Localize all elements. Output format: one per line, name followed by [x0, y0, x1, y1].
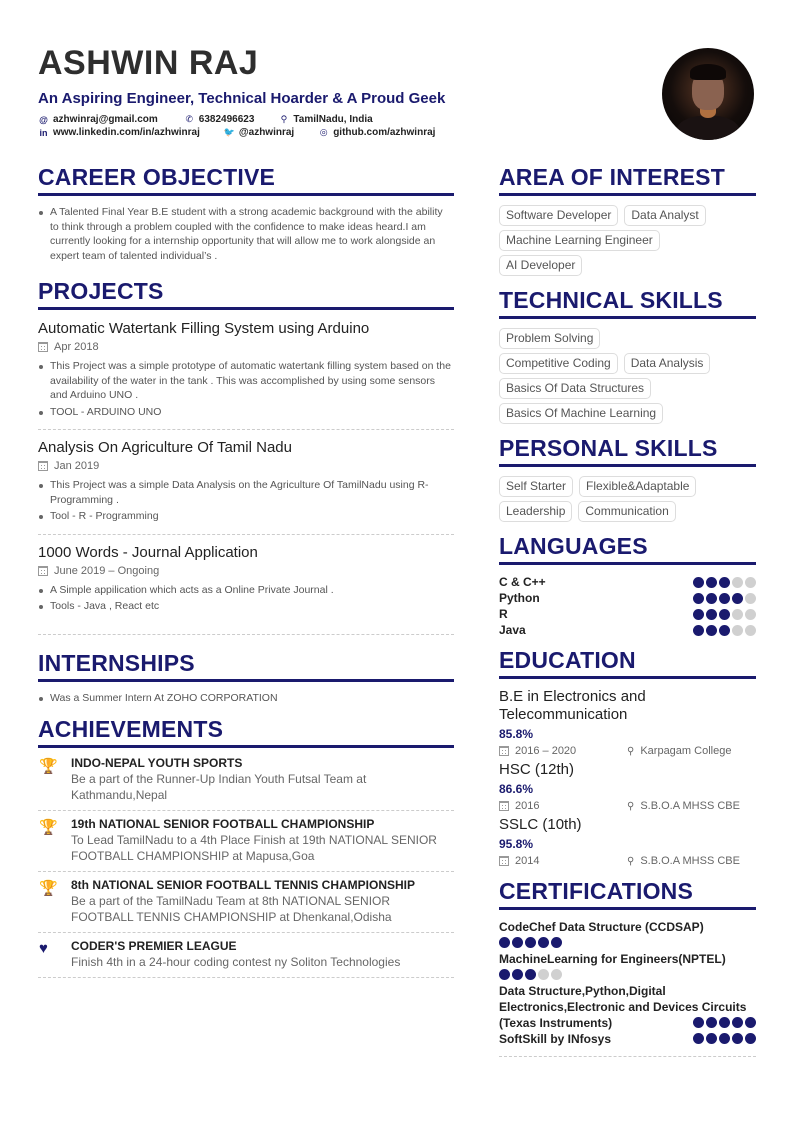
tagline: An Aspiring Engineer, Technical Hoarder & A Proud Geek [38, 90, 446, 107]
achievement-title: INDO-NEPAL YOUTH SPORTS [71, 756, 243, 770]
section-divider [38, 745, 454, 748]
section-divider [499, 193, 756, 196]
twitter-icon: 🐦 [223, 127, 236, 137]
project-entry [38, 534, 454, 624]
bullet-item: Tools - Java , React etc [38, 599, 454, 614]
degree-title: SSLC (10th) [499, 816, 582, 833]
rating-dot-filled [693, 625, 704, 636]
certification-entry [499, 919, 756, 951]
section-title: LANGUAGES [499, 533, 648, 559]
rating-dot-filled [719, 577, 730, 588]
rating-dot-filled [512, 969, 523, 980]
education-meta [499, 800, 756, 812]
rating-dots [693, 625, 756, 636]
rating-dot-filled [745, 1033, 756, 1044]
project-title: Automatic Watertank Filling System using Arduino [38, 320, 370, 337]
skill-tag: Data Analysis [624, 353, 711, 374]
location-pin-icon: ⚲ [280, 114, 288, 124]
calendar-icon [38, 461, 48, 471]
section-title: CAREER OBJECTIVE [38, 164, 276, 190]
section-title: EDUCATION [499, 647, 636, 673]
rating-dot-filled [538, 937, 549, 948]
rating-dots [693, 577, 756, 588]
section-divider [38, 307, 454, 310]
resume-header [38, 44, 638, 139]
bullet-item: This Project was a simple Data Analysis on the Agriculture Of TamilNadu using R-Programming . [38, 478, 454, 507]
skill-tag: Competitive Coding [499, 353, 618, 374]
rating-dot-filled [719, 593, 730, 604]
education-entry [499, 688, 756, 757]
section-divider [499, 676, 756, 679]
phone-icon: ✆ [185, 114, 194, 124]
contact-info [38, 113, 638, 139]
grade-percentage: 95.8% [499, 837, 534, 851]
date-text: 2014 [515, 855, 540, 867]
achievement-body [71, 756, 454, 803]
section-divider [499, 907, 756, 910]
education-date [499, 800, 627, 812]
rating-dots [499, 937, 562, 948]
objective-list [38, 205, 454, 263]
personal-skills-section [499, 434, 756, 522]
bullet-item: This Project was a simple prototype of automatic watertank filling system based on the availability of the water in the tank . This was accomplished by using some sensors and Arduino UNO . [38, 359, 454, 403]
rating-dot-filled [551, 937, 562, 948]
technical-skill-tags [499, 328, 756, 424]
skill-tag: Communication [578, 501, 675, 522]
education-date [499, 855, 627, 867]
bullet-item: Tool - R - Programming [38, 509, 454, 524]
at-contact[interactable] [38, 114, 158, 125]
calendar-icon [499, 856, 509, 866]
education-place [627, 855, 740, 867]
bullet-item: Was a Summer Intern At ZOHO CORPORATION [38, 691, 454, 706]
project-entry [38, 319, 454, 429]
certification-entry [499, 951, 756, 983]
contact-text: @azhwinraj [238, 127, 295, 138]
achievement-title: 19th NATIONAL SENIOR FOOTBALL CHAMPIONSHIP [71, 817, 375, 831]
calendar-icon [38, 566, 48, 576]
skill-tag: Self Starter [499, 476, 573, 497]
bullet-item: TOOL - ARDUINO UNO [38, 405, 454, 420]
rating-dot-empty [745, 577, 756, 588]
candidate-name: ASHWIN RAJ [38, 44, 259, 82]
rating-dots [693, 1017, 756, 1028]
trophy-icon: 🏆 [39, 819, 58, 836]
project-date [38, 341, 454, 353]
calendar-icon [499, 801, 509, 811]
contact-text: 6382496623 [198, 114, 255, 125]
achievement-body [71, 817, 454, 864]
section-divider [499, 316, 756, 319]
rating-dot-empty [745, 609, 756, 620]
place-text: Karpagam College [640, 745, 732, 757]
internships-section [38, 634, 454, 706]
rating-dot-empty [538, 969, 549, 980]
certification-name: Data Structure,Python,Digital Electronics,Electronic and Devices Circuits (Texas Instruments) [499, 984, 747, 1030]
calendar-icon [499, 746, 509, 756]
achievement-entry [38, 750, 454, 811]
rating-dot-filled [706, 577, 717, 588]
section-title: PERSONAL SKILLS [499, 435, 718, 461]
rating-dot-filled [706, 609, 717, 620]
certifications-list [499, 919, 756, 1047]
rating-dot-empty [732, 577, 743, 588]
personal-skill-tags [499, 476, 756, 522]
rating-dot-filled [499, 969, 510, 980]
rating-dot-filled [512, 937, 523, 948]
place-text: S.B.O.A MHSS CBE [640, 855, 740, 867]
education-list [499, 688, 756, 867]
achievement-description: To Lead TamilNadu to a 4th Place Finish at 19th NATIONAL SENIOR FOOTBALL CHAMPIONSHIP at Mapusa,Goa [71, 833, 437, 863]
linkedin-contact[interactable] [38, 127, 200, 138]
section-title: INTERNSHIPS [38, 649, 195, 676]
certification-entry [499, 1031, 756, 1047]
section-divider [499, 562, 756, 565]
language-row [499, 574, 756, 590]
skill-tag: Software Developer [499, 205, 618, 226]
certification-entry [499, 983, 756, 1031]
interest-tags [499, 205, 756, 276]
achievement-body [71, 878, 454, 925]
education-date [499, 745, 627, 757]
right-column [499, 163, 756, 1057]
twitter-contact[interactable] [224, 127, 294, 138]
date-text: Apr 2018 [54, 341, 99, 353]
date-text: 2016 [515, 800, 540, 812]
rating-dots [499, 969, 562, 980]
location-pin-contact [278, 114, 372, 125]
project-bullets [38, 583, 454, 614]
section-divider [38, 679, 454, 682]
certifications-section [499, 877, 756, 1057]
rating-dot-filled [693, 1033, 704, 1044]
language-row [499, 606, 756, 622]
rating-dot-filled [525, 937, 536, 948]
project-entry [38, 429, 454, 534]
area-of-interest-section [499, 163, 756, 276]
achievement-title: CODER'S PREMIER LEAGUE [71, 939, 237, 953]
achievement-entry [38, 933, 454, 978]
achievements-section [38, 715, 454, 978]
contact-text: github.com/azhwinraj [333, 127, 436, 138]
degree-title: HSC (12th) [499, 761, 575, 778]
education-entry [499, 761, 756, 812]
project-date [38, 565, 454, 577]
language-name: Python [499, 591, 540, 605]
rating-dot-filled [693, 593, 704, 604]
skill-tag: Flexible&Adaptable [579, 476, 696, 497]
profile-photo [662, 48, 754, 140]
project-bullets [38, 478, 454, 524]
achievement-description: Finish 4th in a 24-hour coding contest ny Soliton Technologies [71, 955, 401, 969]
education-place [627, 800, 740, 812]
internship-list [38, 691, 454, 706]
contact-row [38, 126, 638, 139]
rating-dot-filled [499, 937, 510, 948]
achievement-entry [38, 872, 454, 933]
project-title: 1000 Words - Journal Application [38, 543, 258, 561]
section-title: CERTIFICATIONS [499, 878, 694, 904]
section-end-divider [499, 1047, 756, 1057]
grade-percentage: 86.6% [499, 782, 534, 796]
rating-dot-filled [719, 625, 730, 636]
certification-name: CodeChef Data Structure (CCDSAP) [499, 920, 704, 934]
language-name: Java [499, 623, 526, 637]
rating-dot-filled [719, 1017, 730, 1028]
certification-name: MachineLearning for Engineers(NPTEL) [499, 952, 726, 966]
language-name: C & C++ [499, 575, 546, 589]
achievement-entry [38, 811, 454, 872]
rating-dots [693, 609, 756, 620]
skill-tag: Data Analyst [624, 205, 705, 226]
rating-dot-empty [745, 625, 756, 636]
rating-dot-filled [732, 1017, 743, 1028]
projects-list [38, 319, 454, 624]
section-title: AREA OF INTEREST [499, 164, 725, 190]
degree-title: B.E in Electronics and Telecommunication [499, 688, 646, 723]
skill-tag: AI Developer [499, 255, 582, 276]
rating-dots [693, 593, 756, 604]
section-title: TECHNICAL SKILLS [499, 287, 723, 313]
section-title: PROJECTS [38, 278, 164, 304]
technical-skills-section [499, 286, 756, 424]
rating-dot-empty [732, 625, 743, 636]
rating-dot-filled [706, 1017, 717, 1028]
contact-text: www.linkedin.com/in/azhwinraj [53, 127, 200, 138]
languages-list [499, 574, 756, 638]
rating-dot-filled [719, 609, 730, 620]
education-entry [499, 816, 756, 867]
left-column [38, 163, 454, 978]
rating-dot-filled [732, 1033, 743, 1044]
languages-section [499, 532, 756, 638]
grade-percentage: 85.8% [499, 727, 534, 741]
trophy-icon: 🏆 [39, 880, 58, 897]
github-contact[interactable] [318, 127, 435, 138]
project-date [38, 460, 454, 472]
at-icon: @ [39, 114, 48, 125]
section-title: ACHIEVEMENTS [38, 716, 224, 742]
location-pin-icon: ⚲ [627, 800, 635, 812]
skill-tag: Problem Solving [499, 328, 600, 349]
github-icon: ◎ [319, 127, 328, 137]
phone-contact [184, 114, 255, 125]
achievement-description: Be a part of the Runner-Up Indian Youth Futsal Team at Kathmandu,Nepal [71, 772, 367, 802]
achievement-body [71, 939, 454, 970]
achievements-list [38, 750, 454, 978]
rating-dot-filled [525, 969, 536, 980]
education-meta [499, 855, 756, 867]
contact-text: azhwinraj@gmail.com [53, 114, 158, 125]
rating-dots [693, 1033, 756, 1044]
skill-tag: Machine Learning Engineer [499, 230, 660, 251]
rating-dot-filled [693, 1017, 704, 1028]
achievement-title: 8th NATIONAL SENIOR FOOTBALL TENNIS CHAMPIONSHIP [71, 878, 416, 892]
trophy-icon: 🏆 [39, 758, 58, 775]
linkedin-icon: in [39, 127, 48, 138]
rating-dot-filled [706, 1033, 717, 1044]
heartbeat-icon: ♥ [39, 940, 48, 957]
career-objective-section [38, 163, 454, 263]
skill-tag: Leadership [499, 501, 572, 522]
projects-section [38, 277, 454, 624]
date-text: Jan 2019 [54, 460, 100, 472]
skill-tag: Basics Of Machine Learning [499, 403, 663, 424]
project-title: Analysis On Agriculture Of Tamil Nadu [38, 439, 292, 456]
date-text: 2016 – 2020 [515, 745, 577, 757]
contact-row [38, 113, 638, 126]
language-name: R [499, 607, 508, 621]
rating-dot-empty [745, 593, 756, 604]
location-pin-icon: ⚲ [627, 855, 635, 867]
rating-dot-filled [706, 625, 717, 636]
rating-dot-filled [693, 609, 704, 620]
place-text: S.B.O.A MHSS CBE [640, 800, 740, 812]
education-meta [499, 745, 756, 757]
date-text: June 2019 – Ongoing [54, 564, 160, 577]
rating-dot-filled [706, 593, 717, 604]
rating-dot-empty [732, 609, 743, 620]
project-bullets [38, 359, 454, 419]
achievement-description: Be a part of the TamilNadu Team at 8th NATIONAL SENIOR FOOTBALL TENNIS CHAMPIONSHIP at Dhenkanal,Odisha [71, 894, 392, 924]
rating-dot-filled [732, 593, 743, 604]
certification-name: SoftSkill by INfosys [499, 1032, 612, 1046]
bullet-item: A Simple appilication which acts as a Online Private Journal . [38, 583, 454, 598]
location-pin-icon: ⚲ [627, 745, 635, 757]
section-divider [38, 193, 454, 196]
contact-text: TamilNadu, India [293, 114, 373, 125]
language-row [499, 590, 756, 606]
education-place [627, 745, 731, 757]
rating-dot-empty [551, 969, 562, 980]
section-divider [499, 464, 756, 467]
skill-tag: Basics Of Data Structures [499, 378, 651, 399]
rating-dot-filled [693, 577, 704, 588]
education-section [499, 646, 756, 867]
rating-dot-filled [719, 1033, 730, 1044]
language-row [499, 622, 756, 638]
calendar-icon [38, 342, 48, 352]
rating-dot-filled [745, 1017, 756, 1028]
bullet-item: A Talented Final Year B.E student with a strong academic background with the ability to think through a problem coupled with the confidence to make ideas heard.I am currently looking for a internship opportunity that will allow me to work alongside an expert team of talented individual’s . [38, 205, 454, 263]
